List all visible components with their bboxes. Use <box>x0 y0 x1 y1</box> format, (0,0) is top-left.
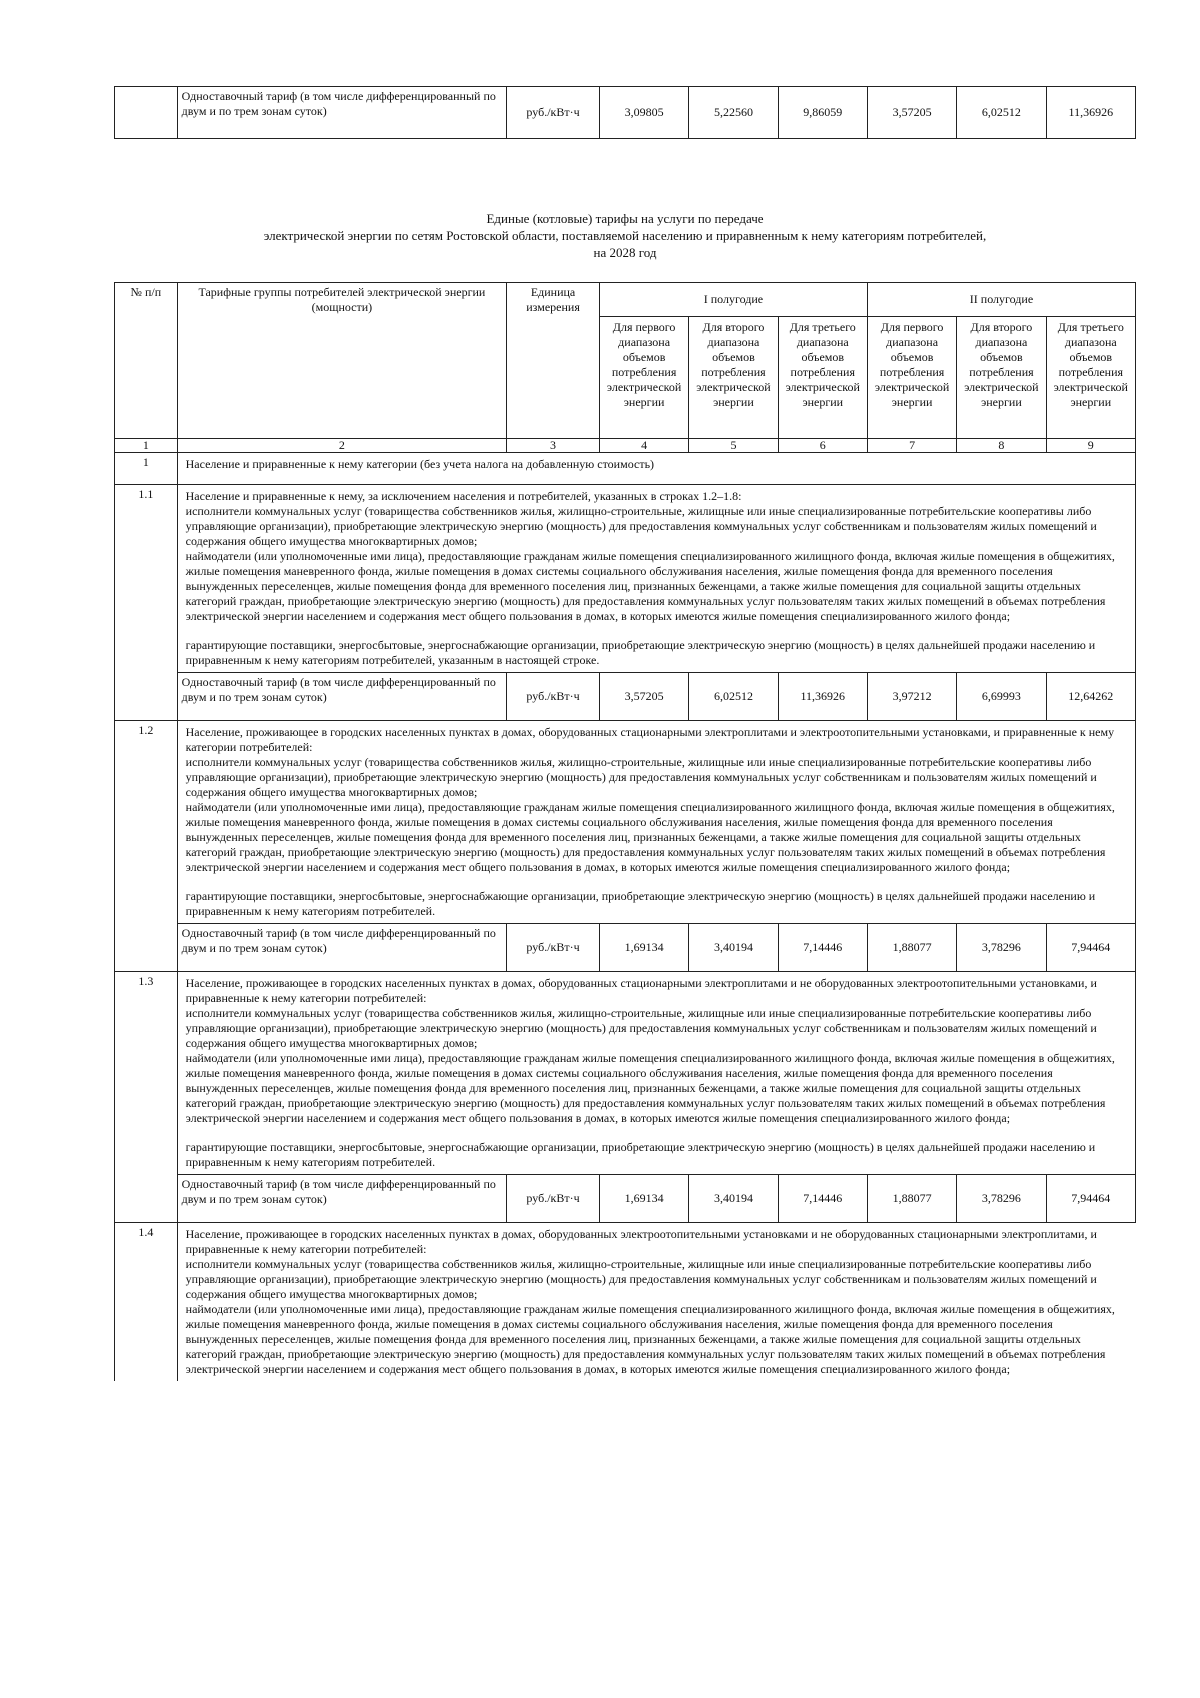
value-cell: 7,94464 <box>1046 924 1135 972</box>
row-paragraph: исполнители коммунальных услуг (товарищества собственников жилья, жилищно-строительные, жилищные или иные специализированные потребительские кооперативы либо управляющие организации), приобретающие электрическую энергию (мощность) для предоставления коммунальных услуг собственникам и пользователям жилых помещений и содержания общего имущества многоквартирных домов; <box>185 1006 1097 1050</box>
column-number: 9 <box>1046 439 1135 453</box>
title-line: на 2028 год <box>593 245 657 260</box>
value-cell: 12,64262 <box>1046 673 1135 721</box>
row-description <box>177 972 1135 1175</box>
row-description <box>177 1223 1135 1382</box>
row-paragraph: исполнители коммунальных услуг (товарищества собственников жилья, жилищно-строительные, жилищные или иные специализированные потребительские кооперативы либо управляющие организации), приобретающие электрическую энергию (мощность) для предоставления коммунальных услуг собственникам и пользователям жилых помещений и содержания общего имущества многоквартирных домов; <box>185 755 1097 799</box>
header-range: Для второго диапазона объемов потребления электрической энергии <box>957 317 1046 439</box>
value-cell: 7,14446 <box>778 924 867 972</box>
value-cell: 3,57205 <box>867 87 956 139</box>
column-number: 6 <box>778 439 867 453</box>
row-paragraph: исполнители коммунальных услуг (товарищества собственников жилья, жилищно-строительные, жилищные или иные специализированные потребительские кооперативы либо управляющие организации), приобретающие электрическую энергию (мощность) для предоставления коммунальных услуг собственникам и пользователям жилых помещений и содержания общего имущества многоквартирных домов; <box>185 504 1097 548</box>
row-paragraph: гарантирующие поставщики, энергосбытовые, энергоснабжающие организации, приобретающие электрическую энергию (мощность) в целях дальнейшей продажи населению и приравненным к нему категориям потребителей, указанным в настоящей строке. <box>185 638 1096 667</box>
value-cell: 1,69134 <box>599 924 688 972</box>
value-cell: 3,97212 <box>867 673 956 721</box>
value-cell: 1,88077 <box>867 1175 956 1223</box>
value-cell: 11,36926 <box>1046 87 1135 139</box>
unit-cell: руб./кВт·ч <box>507 87 600 139</box>
header-range: Для первого диапазона объемов потребления электрической энергии <box>599 317 688 439</box>
row-number: 1.1 <box>115 485 178 721</box>
value-cell: 3,78296 <box>957 924 1046 972</box>
document-title <box>114 210 1136 261</box>
value-cell: 9,86059 <box>778 87 867 139</box>
table-row <box>115 485 1136 673</box>
column-number: 3 <box>507 439 600 453</box>
unit-cell: руб./кВт·ч <box>507 673 600 721</box>
table-row <box>115 721 1136 924</box>
value-cell: 7,14446 <box>778 1175 867 1223</box>
tariff-row <box>115 1175 1136 1223</box>
header-range: Для третьего диапазона объемов потребления электрической энергии <box>778 317 867 439</box>
tariff-label: Одноставочный тариф (в том числе дифференцированный по двум и по трем зонам суток) <box>177 1175 507 1223</box>
value-cell: 7,94464 <box>1046 1175 1135 1223</box>
column-number: 8 <box>957 439 1046 453</box>
top-continuation-table <box>114 86 1136 139</box>
table-row <box>115 87 1136 139</box>
column-number: 4 <box>599 439 688 453</box>
row-paragraph: наймодатели (или уполномоченные ими лица), предоставляющие гражданам жилые помещения специализированного жилищного фонда, включая жилые помещения в общежитиях, жилые помещения маневренного фонда, жилые помещения в домах системы социального обслуживания населения, жилые помещения фонда для временного поселения вынужденных переселенцев, жилые помещения фонда для временного поселения лиц, признанных беженцами, а также жилые помещения для социальной защиты отдельных категорий граждан, приобретающие электрическую энергию (мощность) для предоставления коммунальных услуг пользователям таких жилых помещений в объемах потребления электрической энергии населением и содержания мест общего пользования в домах, в которых имеются жилые помещения специализированного жилого фонда; <box>185 549 1115 623</box>
title-line: Единые (котловые) тарифы на услуги по передаче <box>486 211 764 226</box>
row-description <box>177 485 1135 673</box>
table-row <box>115 1223 1136 1382</box>
value-cell: 11,36926 <box>778 673 867 721</box>
table-row <box>115 972 1136 1175</box>
value-cell: 5,22560 <box>689 87 778 139</box>
tariff-row <box>115 673 1136 721</box>
row-paragraph: наймодатели (или уполномоченные ими лица), предоставляющие гражданам жилые помещения специализированного жилищного фонда, включая жилые помещения в общежитиях, жилые помещения маневренного фонда, жилые помещения в домах системы социального обслуживания населения, жилые помещения фонда для временного поселения вынужденных переселенцев, жилые помещения фонда для временного поселения лиц, признанных беженцами, а также жилые помещения для социальной защиты отдельных категорий граждан, приобретающие электрическую энергию (мощность) для предоставления коммунальных услуг пользователям таких жилых помещений в объемах потребления электрической энергии населением и содержания мест общего пользования в домах, в которых имеются жилые помещения специализированного жилого фонда; <box>185 1302 1115 1376</box>
value-cell: 6,69993 <box>957 673 1046 721</box>
title-line: электрической энергии по сетям Ростовской области, поставляемой населению и приравненным к нему категориям потребителей, <box>263 228 987 243</box>
row-paragraph: гарантирующие поставщики, энергосбытовые, энергоснабжающие организации, приобретающие электрическую энергию (мощность) в целях дальнейшей продажи населению и приравненным к нему категориям потребителей. <box>185 1140 1096 1169</box>
row-intro: Население и приравненные к нему, за исключением населения и потребителей, указанных в строках 1.2–1.8: <box>185 489 742 503</box>
value-cell: 6,02512 <box>957 87 1046 139</box>
unit-cell: руб./кВт·ч <box>507 1175 600 1223</box>
row-intro: Население, проживающее в городских населенных пунктах в домах, оборудованных стационарными электроплитами и не оборудованных электроотопительными установками, и приравненные к нему категории потребителей: <box>185 976 1097 1005</box>
column-number: 7 <box>867 439 956 453</box>
header-row <box>115 283 1136 317</box>
tariff-label: Одноставочный тариф (в том числе дифференцированный по двум и по трем зонам суток) <box>177 87 507 139</box>
row-paragraph: гарантирующие поставщики, энергосбытовые, энергоснабжающие организации, приобретающие электрическую энергию (мощность) в целях дальнейшей продажи населению и приравненным к нему категориям потребителей. <box>185 889 1096 918</box>
column-number: 2 <box>177 439 507 453</box>
header-range: Для первого диапазона объемов потребления электрической энергии <box>867 317 956 439</box>
tariff-row <box>115 924 1136 972</box>
row-number: 1.2 <box>115 721 178 972</box>
tariff-label: Одноставочный тариф (в том числе дифференцированный по двум и по трем зонам суток) <box>177 673 507 721</box>
value-cell: 3,57205 <box>599 673 688 721</box>
value-cell: 3,40194 <box>689 1175 778 1223</box>
row-paragraph: исполнители коммунальных услуг (товарищества собственников жилья, жилищно-строительные, жилищные или иные специализированные потребительские кооперативы либо управляющие организации), приобретающие электрическую энергию (мощность) для предоставления коммунальных услуг собственникам и пользователям жилых помещений и содержания общего имущества многоквартирных домов; <box>185 1257 1097 1301</box>
value-cell: 1,88077 <box>867 924 956 972</box>
header-half-1: I полугодие <box>599 283 867 317</box>
header-unit: Единица измерения <box>507 283 600 439</box>
row-description <box>177 721 1135 924</box>
column-number: 1 <box>115 439 178 453</box>
header-no: № п/п <box>115 283 178 439</box>
section-title: Население и приравненные к нему категории (без учета налога на добавленную стоимость) <box>177 453 1135 485</box>
row-number: 1 <box>115 453 178 485</box>
tariff-table <box>114 282 1136 1381</box>
header-range: Для третьего диапазона объемов потребления электрической энергии <box>1046 317 1135 439</box>
row-paragraph: наймодатели (или уполномоченные ими лица), предоставляющие гражданам жилые помещения специализированного жилищного фонда, включая жилые помещения в общежитиях, жилые помещения маневренного фонда, жилые помещения в домах системы социального обслуживания населения, жилые помещения фонда для временного поселения вынужденных переселенцев, жилые помещения фонда для временного поселения лиц, признанных беженцами, а также жилые помещения для социальной защиты отдельных категорий граждан, приобретающие электрическую энергию (мощность) для предоставления коммунальных услуг пользователям таких жилых помещений в объемах потребления электрической энергии населением и содержания мест общего пользования в домах, в которых имеются жилые помещения специализированного жилого фонда; <box>185 1051 1115 1125</box>
header-groups: Тарифные группы потребителей электрической энергии (мощности) <box>177 283 507 439</box>
row-intro: Население, проживающее в городских населенных пунктах в домах, оборудованных электроотопительными установками и не оборудованных стационарными электроплитами, и приравненные к нему категории потребителей: <box>185 1227 1097 1256</box>
header-range: Для второго диапазона объемов потребления электрической энергии <box>689 317 778 439</box>
value-cell: 6,02512 <box>689 673 778 721</box>
value-cell: 3,40194 <box>689 924 778 972</box>
value-cell: 3,78296 <box>957 1175 1046 1223</box>
value-cell: 3,09805 <box>599 87 688 139</box>
header-half-2: II полугодие <box>867 283 1135 317</box>
row-number: 1.3 <box>115 972 178 1223</box>
row-number: 1.4 <box>115 1223 178 1382</box>
unit-cell: руб./кВт·ч <box>507 924 600 972</box>
section-row <box>115 453 1136 485</box>
tariff-label: Одноставочный тариф (в том числе дифференцированный по двум и по трем зонам суток) <box>177 924 507 972</box>
row-intro: Население, проживающее в городских населенных пунктах в домах, оборудованных стационарными электроплитами и электроотопительными установками, и приравненные к нему категории потребителей: <box>185 725 1115 754</box>
column-number: 5 <box>689 439 778 453</box>
column-number-row <box>115 439 1136 453</box>
value-cell: 1,69134 <box>599 1175 688 1223</box>
row-paragraph: наймодатели (или уполномоченные ими лица), предоставляющие гражданам жилые помещения специализированного жилищного фонда, включая жилые помещения в общежитиях, жилые помещения маневренного фонда, жилые помещения в домах системы социального обслуживания населения, жилые помещения фонда для временного поселения вынужденных переселенцев, жилые помещения фонда для временного поселения лиц, признанных беженцами, а также жилые помещения для социальной защиты отдельных категорий граждан, приобретающие электрическую энергию (мощность) для предоставления коммунальных услуг пользователям таких жилых помещений в объемах потребления электрической энергии населением и содержания мест общего пользования в домах, в которых имеются жилые помещения специализированного жилого фонда; <box>185 800 1115 874</box>
